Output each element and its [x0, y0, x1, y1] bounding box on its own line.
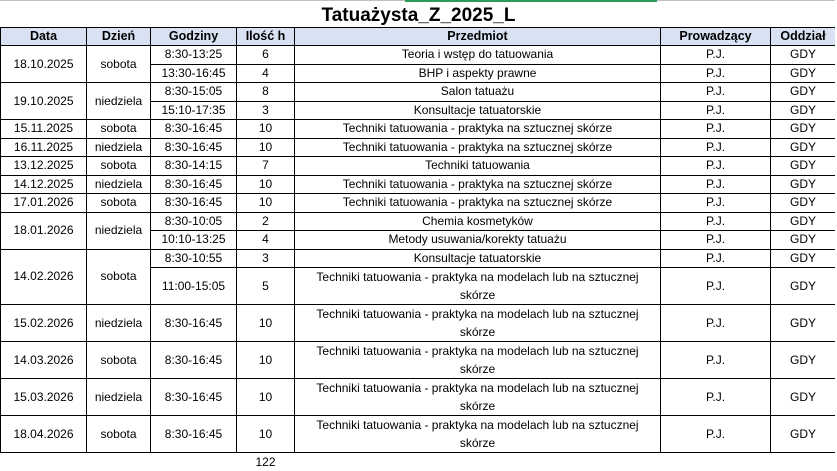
header-day[interactable]: Dzień	[87, 28, 151, 46]
cell-day[interactable]: niedziela	[87, 305, 151, 342]
cell-dept[interactable]: GDY	[771, 379, 836, 416]
cell-hours[interactable]: 13:30-16:45	[151, 64, 237, 83]
cell-hours[interactable]: 8:30-16:45	[151, 416, 237, 453]
cell-lead[interactable]: P.J.	[661, 231, 771, 250]
cell-hours[interactable]: 8:30-16:45	[151, 175, 237, 194]
cell-qty[interactable]: 3	[237, 101, 295, 120]
cell-day[interactable]: sobota	[87, 120, 151, 139]
cell-dept[interactable]: GDY	[771, 64, 836, 83]
cell-day[interactable]: sobota	[87, 342, 151, 379]
cell-day[interactable]: niedziela	[87, 175, 151, 194]
empty-cell[interactable]	[1, 453, 87, 471]
selection-accent	[405, 0, 657, 2]
cell-day[interactable]: sobota	[87, 46, 151, 83]
header-lead[interactable]: Prowadzący	[661, 28, 771, 46]
cell-hours[interactable]: 8:30-16:45	[151, 194, 237, 213]
cell-subject[interactable]: Chemia kosmetyków	[295, 212, 661, 231]
cell-hours[interactable]: 8:30-15:05	[151, 83, 237, 102]
cell-dept[interactable]: GDY	[771, 120, 836, 139]
cell-day[interactable]: sobota	[87, 249, 151, 305]
cell-lead[interactable]: P.J.	[661, 46, 771, 65]
empty-cell[interactable]	[771, 453, 836, 471]
cell-hours[interactable]: 11:00-15:05	[151, 268, 237, 305]
cell-date[interactable]: 14.12.2025	[1, 175, 87, 194]
cell-day[interactable]: sobota	[87, 416, 151, 453]
cell-hours[interactable]: 8:30-10:55	[151, 249, 237, 268]
table-row	[1, 83, 836, 102]
header-hours[interactable]: Godziny	[151, 28, 237, 46]
sheet-title: Tatuażysta_Z_2025_L	[0, 4, 837, 28]
cell-date[interactable]: 15.11.2025	[1, 120, 87, 139]
cell-day[interactable]: niedziela	[87, 83, 151, 120]
cell-day[interactable]: sobota	[87, 157, 151, 176]
cell-lead[interactable]: P.J.	[661, 416, 771, 453]
cell-date[interactable]: 14.03.2026	[1, 342, 87, 379]
cell-day[interactable]: niedziela	[87, 212, 151, 249]
cell-date[interactable]: 18.01.2026	[1, 212, 87, 249]
cell-lead[interactable]: P.J.	[661, 101, 771, 120]
header-date[interactable]: Data	[1, 28, 87, 46]
cell-hours[interactable]: 8:30-16:45	[151, 120, 237, 139]
table-row	[1, 194, 836, 213]
cell-dept[interactable]: GDY	[771, 231, 836, 250]
cell-subject[interactable]: Techniki tatuowania - praktyka na modelach lub na sztucznej skórze	[295, 305, 661, 342]
table-row	[1, 379, 836, 416]
total-hours-cell[interactable]: 122	[237, 453, 295, 471]
cell-dept[interactable]: GDY	[771, 157, 836, 176]
cell-dept[interactable]: GDY	[771, 138, 836, 157]
empty-cell[interactable]	[295, 453, 661, 471]
cell-day[interactable]: sobota	[87, 194, 151, 213]
cell-subject[interactable]: Techniki tatuowania - praktyka na sztucznej skórze	[295, 175, 661, 194]
cell-dept[interactable]: GDY	[771, 212, 836, 231]
cell-hours[interactable]: 10:10-13:25	[151, 231, 237, 250]
table-row	[1, 249, 836, 268]
header-dept[interactable]: Oddział	[771, 28, 836, 46]
cell-qty[interactable]: 10	[237, 120, 295, 139]
cell-hours[interactable]: 8:30-13:25	[151, 46, 237, 65]
cell-subject[interactable]: Metody usuwania/korekty tatuażu	[295, 231, 661, 250]
cell-dept[interactable]: GDY	[771, 46, 836, 65]
empty-cell[interactable]	[661, 453, 771, 471]
cell-subject[interactable]: Techniki tatuowania - praktyka na modelach lub na sztucznej skórze	[295, 342, 661, 379]
cell-lead[interactable]: P.J.	[661, 212, 771, 231]
cell-hours[interactable]: 15:10-17:35	[151, 101, 237, 120]
cell-lead[interactable]: P.J.	[661, 83, 771, 102]
cell-date[interactable]: 18.10.2025	[1, 46, 87, 83]
cell-date[interactable]: 15.02.2026	[1, 305, 87, 342]
cell-subject[interactable]: Techniki tatuowania - praktyka na modelach lub na sztucznej skórze	[295, 268, 661, 305]
cell-subject[interactable]: Konsultacje tatuatorskie	[295, 249, 661, 268]
table-row	[1, 305, 836, 342]
cell-qty[interactable]: 10	[237, 416, 295, 453]
empty-cell[interactable]	[151, 453, 237, 471]
cell-subject[interactable]: Techniki tatuowania - praktyka na modelach lub na sztucznej skórze	[295, 379, 661, 416]
cell-hours[interactable]: 8:30-16:45	[151, 305, 237, 342]
cell-hours[interactable]: 8:30-16:45	[151, 342, 237, 379]
cell-lead[interactable]: P.J.	[661, 194, 771, 213]
cell-subject[interactable]: Konsultacje tatuatorskie	[295, 101, 661, 120]
empty-cell[interactable]	[87, 453, 151, 471]
cell-dept[interactable]: GDY	[771, 83, 836, 102]
cell-qty[interactable]: 2	[237, 212, 295, 231]
cell-lead[interactable]: P.J.	[661, 249, 771, 268]
table-row	[1, 175, 836, 194]
cell-lead[interactable]: P.J.	[661, 305, 771, 342]
cell-hours[interactable]: 8:30-10:05	[151, 212, 237, 231]
table-body	[1, 46, 836, 471]
header-subject[interactable]: Przedmiot	[295, 28, 661, 46]
table-row	[1, 157, 836, 176]
cell-dept[interactable]: GDY	[771, 249, 836, 268]
schedule-table	[0, 27, 836, 471]
cell-lead[interactable]: P.J.	[661, 157, 771, 176]
cell-qty[interactable]: 4	[237, 64, 295, 83]
cell-qty[interactable]: 3	[237, 249, 295, 268]
cell-subject[interactable]: Techniki tatuowania - praktyka na sztucznej skórze	[295, 138, 661, 157]
cell-hours[interactable]: 8:30-16:45	[151, 138, 237, 157]
cell-dept[interactable]: GDY	[771, 175, 836, 194]
cell-subject[interactable]: Techniki tatuowania - praktyka na sztucznej skórze	[295, 120, 661, 139]
cell-qty[interactable]: 10	[237, 342, 295, 379]
cell-lead[interactable]: P.J.	[661, 268, 771, 305]
cell-subject[interactable]: Techniki tatuowania	[295, 157, 661, 176]
cell-lead[interactable]: P.J.	[661, 120, 771, 139]
cell-dept[interactable]: GDY	[771, 305, 836, 342]
cell-subject[interactable]: Teoria i wstęp do tatuowania	[295, 46, 661, 65]
cell-qty[interactable]: 10	[237, 379, 295, 416]
cell-qty[interactable]: 10	[237, 305, 295, 342]
cell-qty[interactable]: 6	[237, 46, 295, 65]
cell-subject[interactable]: Techniki tatuowania - praktyka na sztucznej skórze	[295, 194, 661, 213]
header-row	[1, 28, 836, 46]
cell-qty[interactable]: 10	[237, 175, 295, 194]
cell-qty[interactable]: 10	[237, 194, 295, 213]
table-row	[1, 138, 836, 157]
cell-dept[interactable]: GDY	[771, 416, 836, 453]
cell-subject[interactable]: Salon tatuażu	[295, 83, 661, 102]
cell-hours[interactable]: 8:30-16:45	[151, 379, 237, 416]
cell-date[interactable]: 18.04.2026	[1, 416, 87, 453]
table-row	[1, 120, 836, 139]
cell-date[interactable]: 17.01.2026	[1, 194, 87, 213]
total-row	[1, 453, 836, 471]
cell-qty[interactable]: 10	[237, 138, 295, 157]
cell-lead[interactable]: P.J.	[661, 342, 771, 379]
cell-qty[interactable]: 4	[237, 231, 295, 250]
cell-date[interactable]: 16.11.2025	[1, 138, 87, 157]
cell-lead[interactable]: P.J.	[661, 138, 771, 157]
cell-lead[interactable]: P.J.	[661, 64, 771, 83]
cell-lead[interactable]: P.J.	[661, 175, 771, 194]
cell-dept[interactable]: GDY	[771, 194, 836, 213]
cell-date[interactable]: 19.10.2025	[1, 83, 87, 120]
cell-day[interactable]: niedziela	[87, 138, 151, 157]
cell-date[interactable]: 14.02.2026	[1, 249, 87, 305]
cell-dept[interactable]: GDY	[771, 268, 836, 305]
cell-hours[interactable]: 8:30-14:15	[151, 157, 237, 176]
table-row	[1, 46, 836, 65]
cell-dept[interactable]: GDY	[771, 101, 836, 120]
cell-subject[interactable]: BHP i aspekty prawne	[295, 64, 661, 83]
cell-subject[interactable]: Techniki tatuowania - praktyka na modelach lub na sztucznej skórze	[295, 416, 661, 453]
cell-qty[interactable]: 5	[237, 268, 295, 305]
cell-qty[interactable]: 7	[237, 157, 295, 176]
cell-day[interactable]: niedziela	[87, 379, 151, 416]
table-row	[1, 342, 836, 379]
cell-dept[interactable]: GDY	[771, 342, 836, 379]
cell-date[interactable]: 15.03.2026	[1, 379, 87, 416]
header-qty[interactable]: Ilość h	[237, 28, 295, 46]
cell-qty[interactable]: 8	[237, 83, 295, 102]
cell-date[interactable]: 13.12.2025	[1, 157, 87, 176]
cell-lead[interactable]: P.J.	[661, 379, 771, 416]
table-row	[1, 212, 836, 231]
table-row	[1, 416, 836, 453]
